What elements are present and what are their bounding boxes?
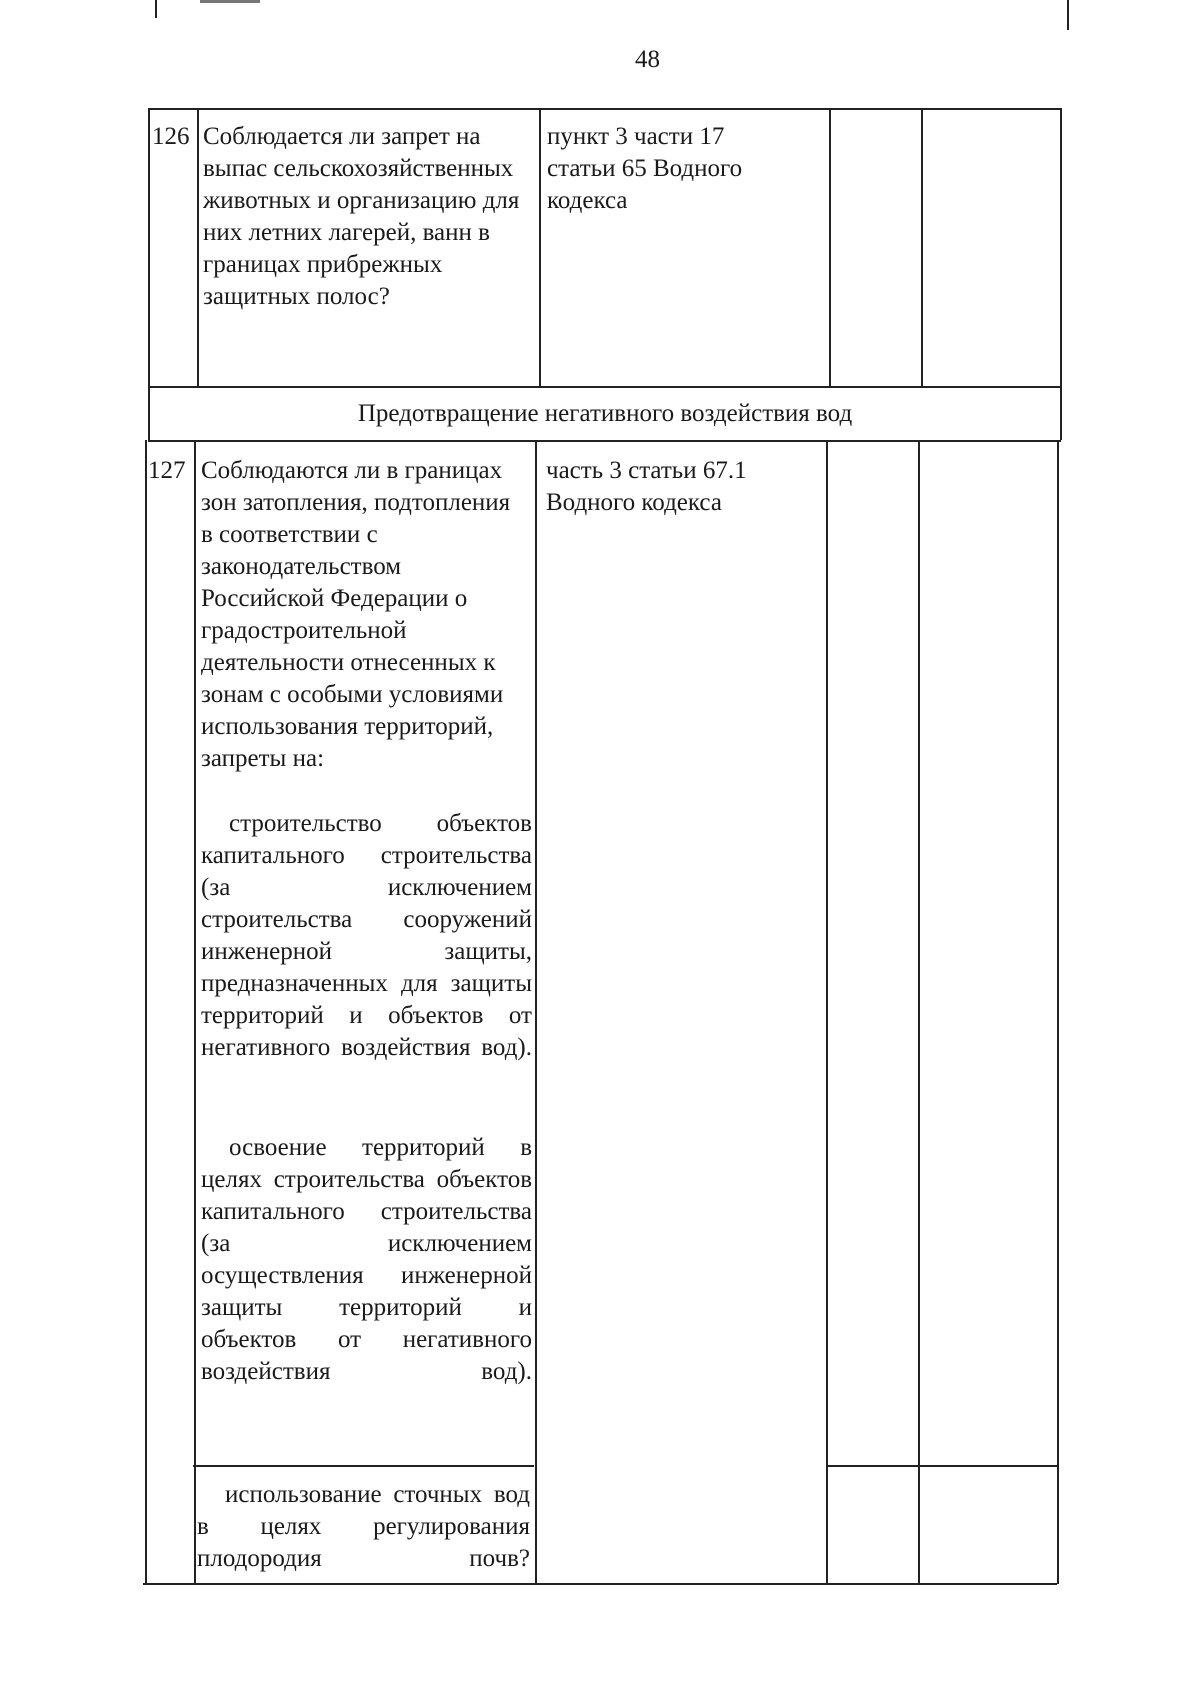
row-127-intro: Соблюдаются ли в границах зон затопления, подтопления в соответствии с законодательством Российской Федерации о градостроительной деятельности отнесенных к зонам с особыми условиями использования территорий, запреты на: (201, 457, 511, 772)
row-127-item-construction: строительство объектов капитального строительства (за исключением строительства сооружений инженерной защиты, предназначенных для защиты территорий и объектов от негативного воздействия вод). (201, 810, 532, 1061)
row-127-number: 127 (148, 457, 186, 484)
row-127-item-development: освоение территорий в целях строительства объектов капитального строительства (за исключением осуществления инженерной защиты территорий и объектов от негативного воздействия вод). (201, 1134, 532, 1385)
section-heading: Предотвращение негативного воздействия вод (357, 400, 853, 427)
scan-mark-left (155, 0, 157, 18)
scan-mark-top (200, 0, 260, 3)
scan-mark-right (1067, 0, 1069, 30)
row-127-item-wastewater: использование сточных вод в целях регулирования плодородия почв? (197, 1481, 530, 1572)
row-126-legal-basis: пункт 3 части 17 статьи 65 Водного кодекса (547, 123, 743, 214)
row-126-question: Соблюдается ли запрет на выпас сельскохозяйственных животных и организацию для них летних лагерей, ванн в границах прибрежных защитных полос? (203, 123, 520, 310)
row-126-number: 126 (152, 123, 190, 150)
page-number: 48 (635, 46, 660, 73)
row-127-legal-basis: часть 3 статьи 67.1 Водного кодекса (546, 457, 747, 516)
